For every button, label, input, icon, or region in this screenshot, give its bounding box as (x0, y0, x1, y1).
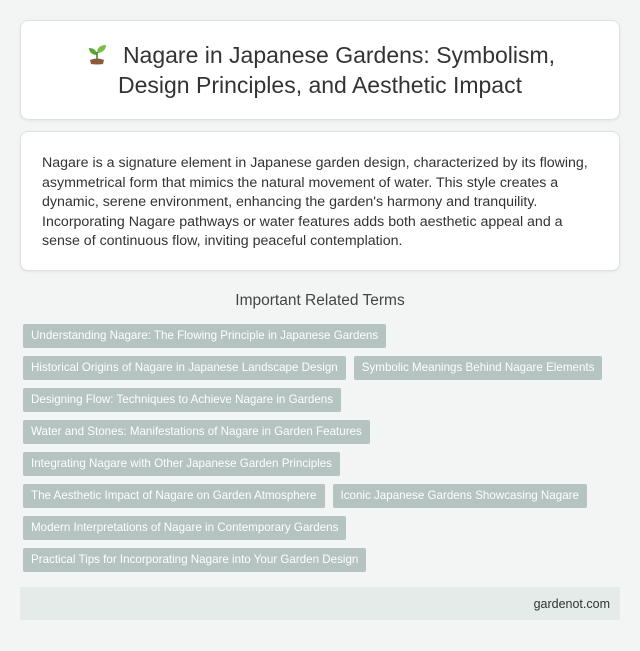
term-tag[interactable]: Historical Origins of Nagare in Japanese Landscape Design (23, 356, 346, 380)
page-title (65, 40, 575, 100)
term-tag[interactable]: Understanding Nagare: The Flowing Principle in Japanese Gardens (23, 324, 386, 348)
term-row (23, 388, 623, 412)
term-tag[interactable]: Practical Tips for Incorporating Nagare into Your Garden Design (23, 548, 366, 572)
seedling-icon (85, 42, 109, 66)
term-tag[interactable]: Water and Stones: Manifestations of Nagare in Garden Features (23, 420, 370, 444)
description-text: Nagare is a signature element in Japanese garden design, characterized by its flowing, asymmetrical form that mimics the natural movement of water. This style creates a dynamic, serene environment, enhancing the garden's harmony and tranquility. Incorporating Nagare pathways or water features adds both aesthetic appeal and a sense of continuous flow, inviting peaceful contemplation. (42, 155, 588, 250)
term-tag[interactable]: Modern Interpretations of Nagare in Contemporary Gardens (23, 516, 346, 540)
term-tag[interactable]: Symbolic Meanings Behind Nagare Elements (354, 356, 603, 380)
term-row (23, 420, 623, 444)
term-row (23, 484, 623, 508)
term-row (23, 516, 623, 540)
title-card (20, 20, 620, 120)
term-tag[interactable]: Designing Flow: Techniques to Achieve Nagare in Gardens (23, 388, 341, 412)
term-tag[interactable]: Integrating Nagare with Other Japanese Garden Principles (23, 452, 340, 476)
term-row (23, 548, 623, 572)
title-line-1: Nagare in Japanese Gardens: Symbolism, (122, 42, 556, 68)
related-terms-heading: Important Related Terms (235, 292, 405, 309)
description-card (20, 131, 620, 271)
footer (20, 587, 620, 620)
footer-site-link[interactable]: gardenot.com (533, 596, 610, 611)
title-line-2: Design Principles, and Aesthetic Impact (118, 72, 522, 98)
term-tag[interactable]: Iconic Japanese Gardens Showcasing Nagare (333, 484, 587, 508)
term-row (23, 324, 623, 348)
related-terms-list (23, 324, 623, 580)
term-row (23, 452, 623, 476)
term-row (23, 356, 623, 380)
term-tag[interactable]: The Aesthetic Impact of Nagare on Garden Atmosphere (23, 484, 325, 508)
